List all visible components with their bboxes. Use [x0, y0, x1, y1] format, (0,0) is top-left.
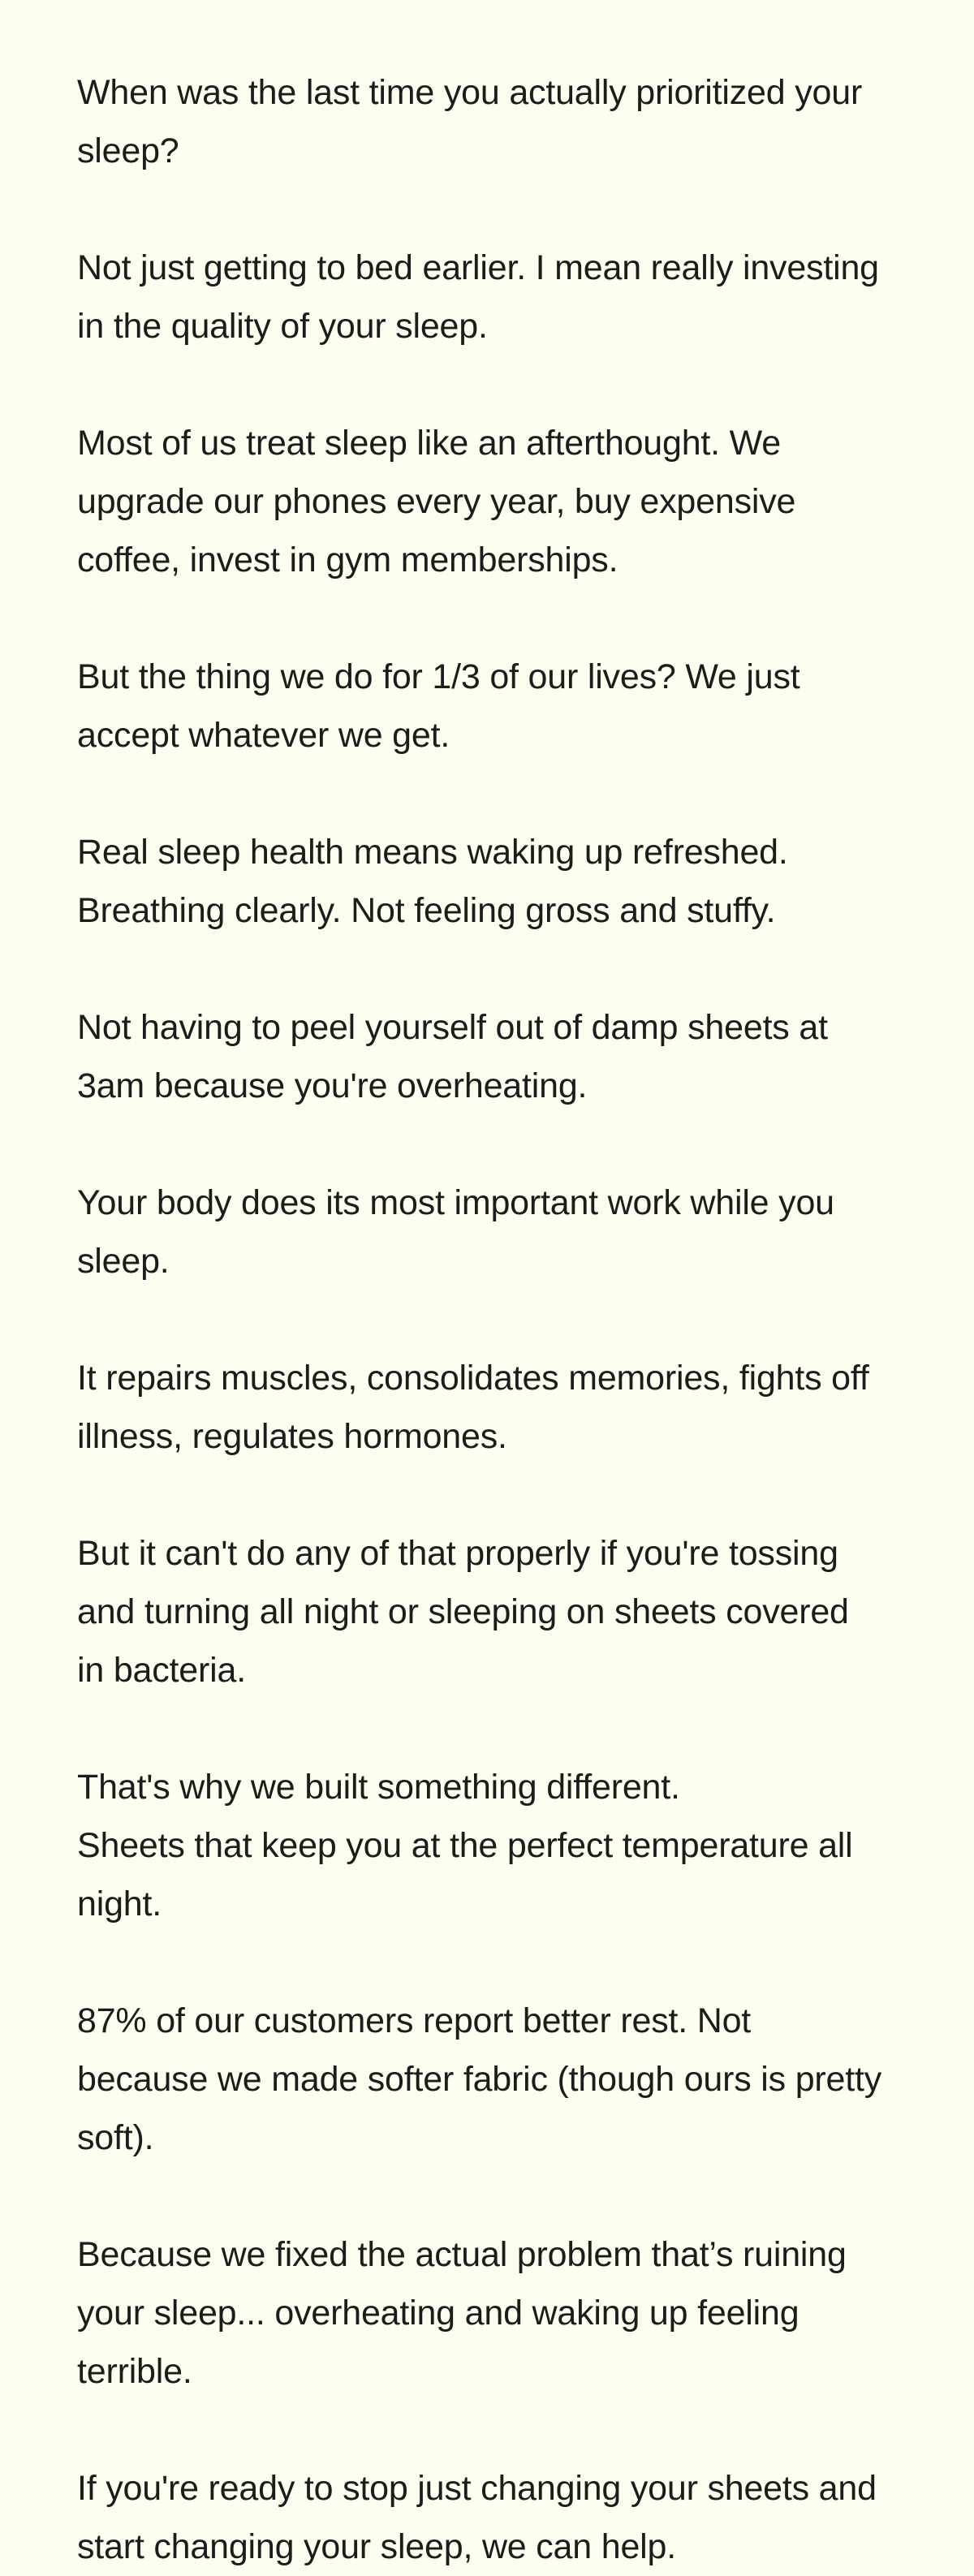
paragraph-5: [77, 823, 885, 940]
paragraph-7: [77, 1174, 885, 1290]
paragraph-11: [77, 1992, 885, 2167]
paragraph-text: Breathing clearly. Not feeling gross and stuffy.: [77, 891, 776, 930]
paragraph-text: Sheets that keep you at the perfect temperature all night.: [77, 1826, 853, 1923]
paragraph-text: Real sleep health means waking up refreshed.: [77, 833, 788, 872]
paragraph-4: [77, 648, 885, 765]
paragraph-8: [77, 1349, 885, 1466]
paragraph-text: That's why we built something different.: [77, 1768, 680, 1807]
paragraph-text: But it can't do any of that properly if you're tossing and turning all night or sleeping on sheets covered in bacteria.: [77, 1534, 849, 1690]
paragraph-text: But the thing we do for 1/3 of our lives? We just accept whatever we get.: [77, 657, 800, 755]
paragraph-text: 87% of our customers report better rest. Not because we made softer fabric (though ours is pretty soft).: [77, 2001, 882, 2157]
paragraph-3: [77, 414, 885, 589]
paragraph-text: If you're ready to stop just changing your sheets and start changing your sleep, we can help.: [77, 2469, 877, 2566]
paragraph-2: [77, 239, 885, 355]
paragraph-text: Not having to peel yourself out of damp sheets at 3am because you're overheating.: [77, 1008, 828, 1105]
paragraph-text: Your body does its most important work while you sleep.: [77, 1183, 834, 1281]
paragraph-text: Because we fixed the actual problem that’s ruining your sleep... overheating and waking up feeling terrible.: [77, 2235, 847, 2391]
paragraph-text: It repairs muscles, consolidates memories, fights off illness, regulates hormones.: [77, 1359, 869, 1456]
paragraph-6: [77, 998, 885, 1115]
paragraph-text: When was the last time you actually prioritized your sleep?: [77, 73, 863, 170]
paragraph-1: [77, 63, 885, 180]
paragraph-13: [77, 2459, 885, 2576]
paragraph-text: Not just getting to bed earlier. I mean really investing in the quality of your sleep.: [77, 248, 879, 346]
paragraph-12: [77, 2225, 885, 2401]
paragraph-text: Most of us treat sleep like an afterthought. We upgrade our phones every year, buy expensive coffee, invest in gym memberships.: [77, 424, 796, 579]
paragraph-10: [77, 1758, 885, 1933]
paragraph-9: [77, 1524, 885, 1699]
